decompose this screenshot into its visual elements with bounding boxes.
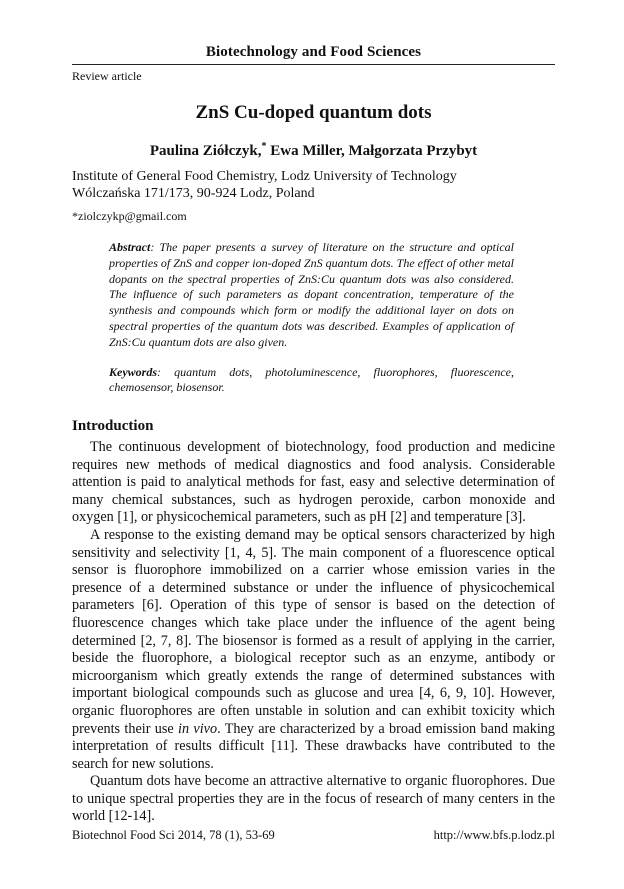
abstract-label: Abstract (109, 240, 151, 254)
abstract-text: : The paper presents a survey of literature on the structure and optical properties of ZnS and copper ion-doped ZnS quantum dots. The effect of other metal dopants on the spectral properties of ZnS:Cu quantum dots was also considered. The influence of such parameters as dopant concentration, temperature of the synthesis and compounds which form or modify the additional layer on dots on spectral properties of the quantum dots was described. Examples of application of ZnS:Cu quantum dots are also given. (109, 240, 514, 349)
affiliation (72, 168, 457, 202)
article-type: Review article (72, 69, 142, 83)
footer-url[interactable]: http://www.bfs.p.lodz.pl (433, 828, 555, 842)
authors (72, 141, 555, 160)
keywords-text: : quantum dots, photoluminescence, fluorophores, fluorescence, chemosensor, biosensor. (109, 364, 514, 395)
section-heading-introduction: Introduction (72, 418, 154, 434)
author-rest: Ewa Miller, Małgorzata Przybyt (266, 143, 478, 159)
affiliation-line-2: Wólczańska 171/173, 90-924 Lodz, Poland (72, 186, 315, 201)
intro-paragraph-3: Quantum dots have become an attractive alternative to organic fluorophores. Due to unique spectral properties they are in the focus of research of many centers in the world [12-14]. (72, 773, 555, 825)
affiliation-line-1: Institute of General Food Chemistry, Lodz University of Technology (72, 169, 457, 184)
intro-paragraph-2-part-a: A response to the existing demand may be optical sensors characterized by high sensitivity and selectivity [1, 4, 5]. The main component of a fluorescence optical sensor is fluorophore immobilized on a carrier whose emission varies in the presence of a determined substance or under the influence of physicochemical parameters [6]. Operation of this type of sensor is based on the detection of fluorescence changes which take place under the influence of the agent being determined [2, 7, 8]. The biosensor is formed as a result of applying in the carrier, beside the fluorophore, a biological receptor such as an enzyme, antibody or microorganism which greatly extends the range of determined substances with important biological compounds such as glucose and urea [4, 6, 9, 10]. However, organic fluorophores are often unstable in solution and can exhibit toxicity which prevents their use (72, 526, 555, 737)
abstract-block (109, 240, 514, 396)
footer-citation: Biotechnol Food Sci 2014, 78 (1), 53-69 (72, 828, 275, 842)
keywords-label: Keywords (109, 364, 157, 379)
paper-title: ZnS Cu-doped quantum dots (195, 102, 432, 123)
abstract-paragraph (109, 240, 514, 351)
contact-email: *ziolczykp@gmail.com (72, 209, 187, 223)
author-first: Paulina Ziółczyk, (149, 143, 262, 159)
corresponding-mark: * (261, 141, 267, 152)
intro-paragraph-2 (72, 527, 555, 773)
introduction-body (72, 439, 555, 826)
intro-paragraph-2-italic: in vivo (178, 720, 218, 737)
keywords-paragraph (109, 365, 514, 397)
intro-paragraph-1: The continuous development of biotechnology, food production and medicine requires new methods of medical diagnostics and food analysis. Considerable attention is paid to analytical methods for fast, easy and selective determination of many chemical substances, such as hydrogen peroxide, carbon monoxide and oxygen [1], or physicochemical parameters, such as pH [2] and temperature [3]. (72, 439, 555, 526)
header-rule (72, 64, 555, 65)
intro-paragraph-2-part-b: . They are characterized by a broad emission band making interpretation of results difficult [11]. These drawbacks have contributed to the search for new solutions. (72, 720, 555, 772)
journal-name: Biotechnology and Food Sciences (205, 44, 422, 60)
